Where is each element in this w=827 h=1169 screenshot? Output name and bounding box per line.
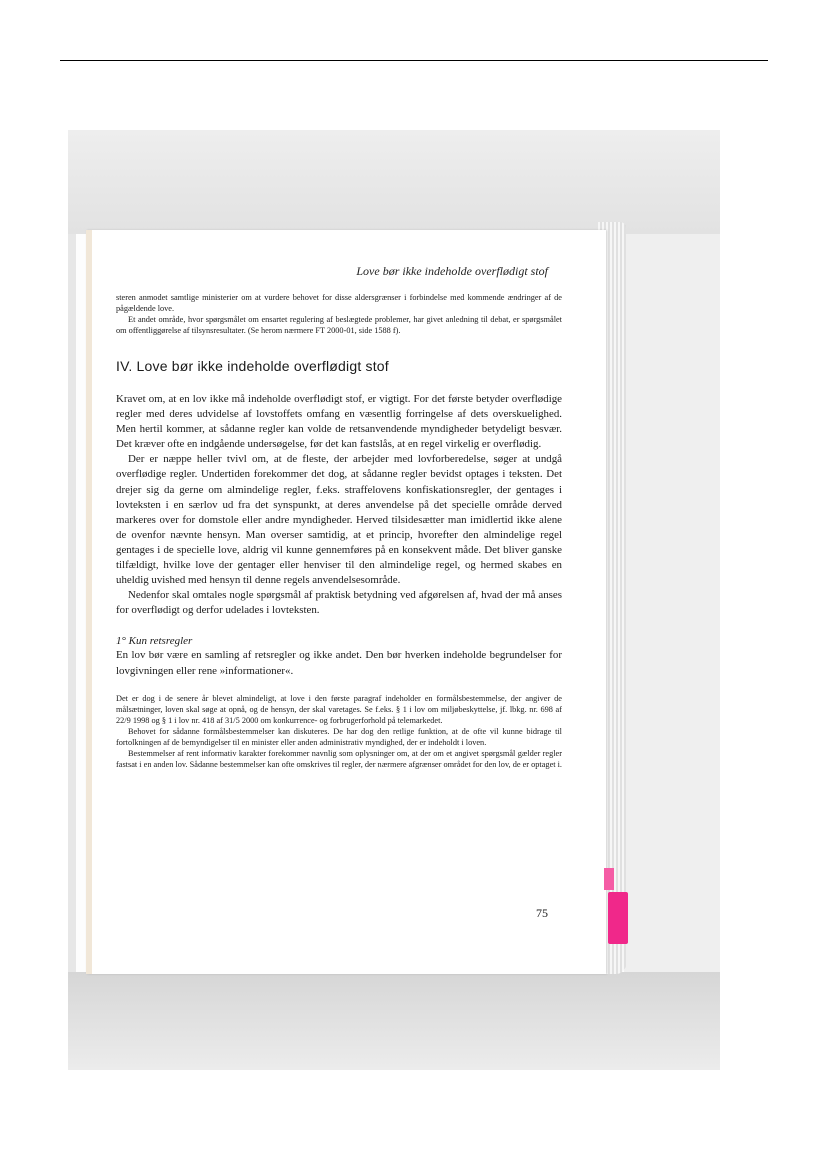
small-paragraph-1: Det er dog i de senere år blevet almindeligt, at love i den første paragraf indeholder en formålsbestemmelse, der angiver de målsætninger, loven skal søge at opnå, og de hensyn, der skal varetages. Se f.eks. § 1 i lov om miljøbeskyttelse, jf. lbkg. nr. 698 af 22/9 1998 og § 1 i lov nr. 418 af 31/5 2000 om konkurrence- og forbrugerforhold på telemarkedet.	[116, 693, 562, 725]
bookmark-tab	[608, 892, 628, 944]
background-left	[68, 234, 76, 972]
bookmark-tab-small	[604, 868, 614, 890]
intro-paragraph-2: Et andet område, hvor spørgsmålet om ensartet regulering af beslægtede problemer, har givet anledning til debat, er spørgsmålet om offentliggørelse af tilsynsresultater. (Se herom nærmere FT 2000-01, side 1588 f).	[116, 315, 562, 335]
running-head: Love bør ikke indeholde overflødigt stof	[356, 264, 548, 278]
section-heading: IV. Love bør ikke indeholde overflødigt stof	[116, 358, 389, 374]
body-paragraph-2: Der er næppe heller tvivl om, at de fleste, der arbejder med lovforberedelse, søger at undgå overflødige regler. Undertiden forekommer det dog, at sådanne regler bevidst optages i teksten. Det drejer sig da gerne om almindelige regler, f.eks. straffelovens konfiskationsregler, der gentages i lovteksten i en særlov ud fra det synspunkt, at deres anvendelse på det specielle område derved markeres over for domstole eller andre myndigheder. Herved tilsidesætter man imidlertid ikke alene de ovenfor nævnte hensyn. Man overser samtidig, at et princip, hvorefter den almindelige regel gentages i de specielle love, aldrig vil kunne gennemføres på en konsekvent måde. Det bliver ganske tilfældigt, hvilke love der gentager eller henviser til den almindelige regel, og hermed skabes en uheldig uvished med hensyn til denne regels anvendelsesområde.	[116, 453, 562, 587]
subsection-heading: 1° Kun retsregler	[116, 635, 193, 648]
body-paragraph-3: Nedenfor skal omtales nogle spørgsmål af praktisk betydning ved afgørelsen af, hvad der må anses for overflødigt og derfor udelades i lovteksten.	[116, 589, 562, 617]
intro-paragraph-1: steren anmodet samtlige ministerier om at vurdere behovet for disse aldersgrænser i forbindelse med kommende ændringer af de pågældende love.	[116, 293, 562, 313]
subsection-paragraph: En lov bør være en samling af retsregler og ikke andet. Den bør hverken indeholde begrundelser for lovgivningen eller rene »informationer«.	[116, 649, 562, 677]
scanned-book-photo	[68, 130, 720, 1070]
small-paragraph-2: Behovet for sådanne formålsbestemmelser kan diskuteres. De har dog den retlige funktion, at de ofte vil kunne bidrage til fortolkningen af de bemyndigelser til en minister eller anden administrativ myndighed, der er indeholdt i loven.	[116, 726, 562, 747]
background-right	[624, 234, 720, 972]
page-content	[116, 292, 562, 770]
background-bottom	[68, 972, 720, 1070]
small-paragraph-3: Bestemmelser af rent informativ karakter forekommer navnlig som oplysninger om, at der om et angivet spørgsmål gælder regler fastsat i en anden lov. Sådanne bestemmelser kan ofte omskrives til regler, der nærmere afgrænser området for den lov, de er optaget i.	[116, 748, 563, 769]
background-top	[68, 130, 720, 234]
body-paragraph-1: Kravet om, at en lov ikke må indeholde overflødigt stof, er vigtigt. For det første betyder overflødige regler med deres udvidelse af lovstoffets omfang en væsentlig forringelse af dets overskuelighed. Men hertil kommer, at sådanne regler kan volde de retsanvendende myndigheder betydeligt besvær. Det kræver ofte en indgående undersøgelse, før det kan fastslås, at en regel virkelig er overflødig.	[116, 393, 562, 451]
top-rule	[60, 60, 768, 61]
page-number: 75	[536, 906, 548, 920]
